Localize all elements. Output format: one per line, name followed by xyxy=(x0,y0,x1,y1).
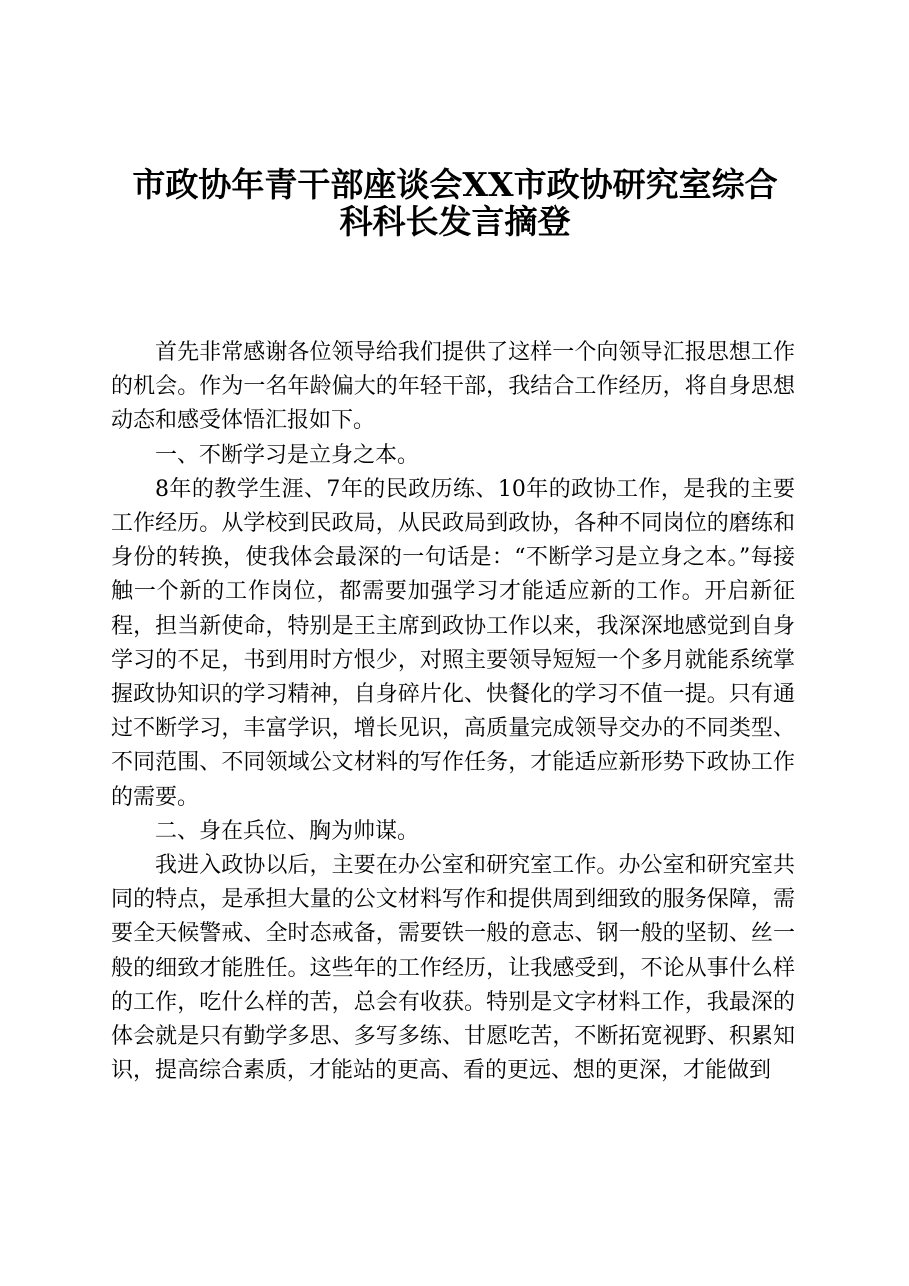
document-body xyxy=(111,336,795,1088)
paragraph-section-2: 我进入政协以后，主要在办公室和研究室工作。办公室和研究室共同的特点，是承担大量的公文材料写作和提供周到细致的服务保障，需要全天候警戒、全时态戒备，需要铁一般的意志、钢一般的坚韧、丝一般的细致才能胜任。这些年的工作经历，让我感受到，不论从事什么样的工作，吃什么样的苦，总会有收获。特别是文字材料工作，我最深的体会就是只有勤学多思、多写多练、甘愿吃苦，不断拓宽视野、积累知识，提高综合素质，才能站的更高、看的更远、想的更深，才能做到 xyxy=(111,853,795,1084)
paragraph-section-1: 8年的教学生涯、7年的民政历练、10年的政协工作，是我的主要工作经历。从学校到民政局，从民政局到政协，各种不同岗位的磨练和身份的转换，使我体会最深的一句话是：“不断学习是立身之本。”每接触一个新的工作岗位，都需要加强学习才能适应新的工作。开启新征程，担当新使命，特别是王主席到政协工作以来，我深深地感觉到自身学习的不足，书到用时方恨少，对照主要领导短短一个多月就能系统掌握政协知识的学习精神，自身碎片化、快餐化的学习不值一提。只有通过不断学习，丰富学识，增长见识，高质量完成领导交办的不同类型、不同范围、不同领域公文材料的写作任务，才能适应新形势下政协工作的需要。 xyxy=(111,476,795,810)
section-heading-2: 二、身在兵位、胸为帅谋。 xyxy=(155,818,420,844)
document-title-line-2: 科科长发言摘登 xyxy=(339,202,571,241)
document-title-line-1: 市政协年青干部座谈会XX市政协研究室综合 xyxy=(132,165,778,204)
section-heading-1: 一、不断学习是立身之本。 xyxy=(155,442,420,468)
paragraph-intro: 首先非常感谢各位领导给我们提供了这样一个向领导汇报思想工作的机会。作为一名年龄偏大的年轻干部，我结合工作经历，将自身思想动态和感受体悟汇报如下。 xyxy=(111,340,795,434)
